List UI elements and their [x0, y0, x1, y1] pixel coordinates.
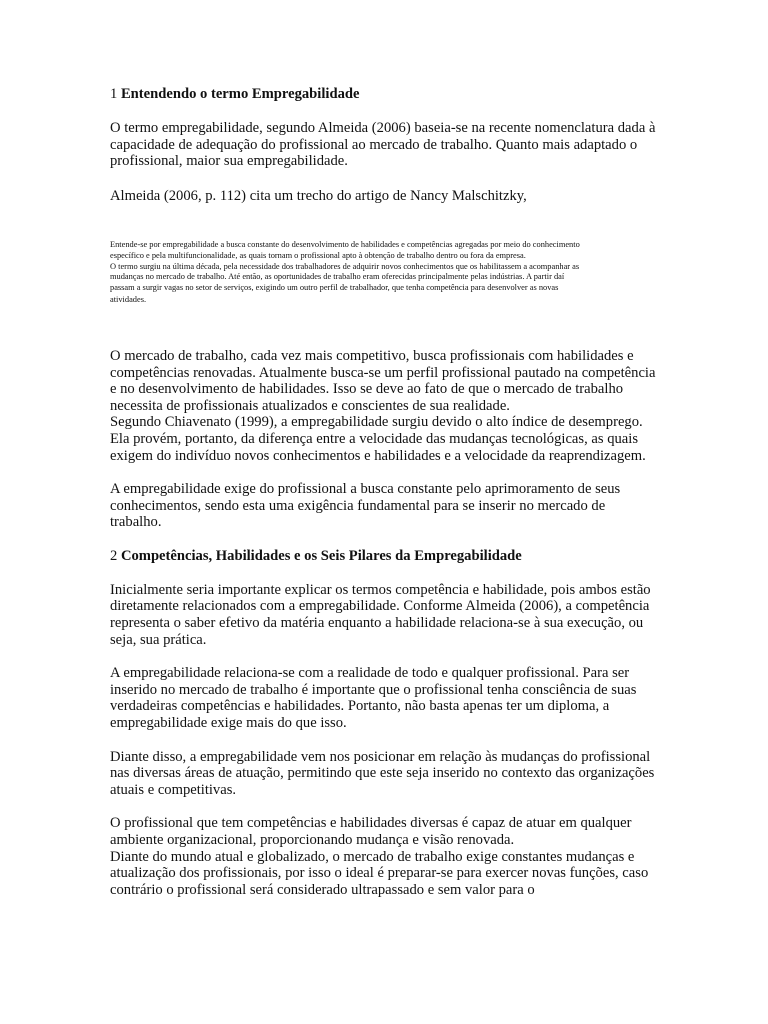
paragraph-diante: Diante disso, a empregabilidade vem nos posicionar em relação às mudanças do profissional nas diversas áreas de atuação, permitindo que este seja inserido no contexto das organizações atuais e competitivas. — [110, 748, 655, 798]
quote-line: Entende-se por empregabilidade a busca constante do desenvolvimento de habilidades e competências agregadas por meio do conhecimento — [110, 240, 580, 250]
paragraph-inicial: Inicialmente seria importante explicar os termos competência e habilidade, pois ambos estão diretamente relacionados com a empregabilidade. Conforme Almeida (2006), a competência representa o saber efetivo da matéria enquanto a habilidade relaciona-se à sua execução, ou seja, sua prática. — [110, 581, 651, 648]
section-1-heading — [110, 86, 658, 103]
quote-line: atividades. — [110, 295, 147, 305]
section-1-number: 1 — [110, 86, 118, 102]
paragraph-exige: A empregabilidade exige do profissional a busca constante pelo aprimoramento de seus conhecimentos, sendo esta uma exigência fundamental para se inserir no mercado de trabalho. — [110, 481, 621, 531]
paragraph-chiavenato: Segundo Chiavenato (1999), a empregabilidade surgiu devido o alto índice de desemprego. Ela provém, portanto, da diferença entre a velocidade das mudanças tecnológicas, as quais exigem do indivíduo novos conhecimentos e habilidades e a velocidade da reaprendizagem. — [110, 414, 646, 464]
section-2-heading — [110, 548, 658, 565]
paragraph-citation-intro: Almeida (2006, p. 112) cita um trecho do artigo de Nancy Malschitzky, — [110, 187, 527, 204]
section-2-number: 2 — [110, 547, 118, 564]
paragraph-market: O mercado de trabalho, cada vez mais competitivo, busca profissionais com habilidades e competências renovadas. Atualmente busca-se um perfil profissional pautado na competência e no desenvolvimento de habilidades. Isso se deve ao fato de que o mercado de trabalho necessita de profissionais atualizados e conscientes de sua realidade. — [110, 347, 656, 414]
quote-line: O termo surgiu na última década, pela necessidade dos trabalhadores de adquirir novos conhecimentos que os habilitassem a acompanhar as — [110, 261, 580, 271]
block-quote — [110, 240, 662, 306]
quote-line: mudanças no mercado de trabalho. Até então, as oportunidades de trabalho eram oferecidas principalmente pelas indústrias. A partir daí — [110, 272, 565, 282]
quote-line: passam a surgir vagas no setor de serviços, exigindo um outro perfil de trabalhador, que tenha competência para desenvolver as novas — [110, 282, 559, 292]
paragraph-mundo: Diante do mundo atual e globalizado, o mercado de trabalho exige constantes mudanças e atualização dos profissionais, por isso o ideal é preparar-se para exercer novas funções, caso contrário o profissional será considerado ultrapassado e sem valor para o — [110, 848, 649, 898]
quote-line: específico e pela multifuncionalidade, as quais tornam o profissional apto à obtenção de trabalho dentro ou fora da empresa. — [110, 250, 526, 260]
document-page — [110, 86, 658, 898]
paragraph-intro: O termo empregabilidade, segundo Almeida (2006) baseia-se na recente nomenclatura dada à capacidade de adequação do profissional ao mercado de trabalho. Quanto mais adaptado o profissional, maior sua empregabilidade. — [110, 120, 656, 170]
section-2-title: Competências, Habilidades e os Seis Pilares da Empregabilidade — [120, 547, 522, 564]
paragraph-realidade: A empregabilidade relaciona-se com a realidade de todo e qualquer profissional. Para ser inserido no mercado de trabalho é importante que o profissional tenha consciência de suas verdadeiras competências e habilidades. Portanto, não basta apenas ter um diploma, a empregabilidade exige mais do que isso. — [110, 665, 637, 732]
paragraph-profissional: O profissional que tem competências e habilidades diversas é capaz de atuar em qualquer ambiente organizacional, proporcionando mudança e visão renovada. — [110, 815, 632, 848]
section-1-title: Entendendo o termo Empregabilidade — [120, 86, 360, 102]
